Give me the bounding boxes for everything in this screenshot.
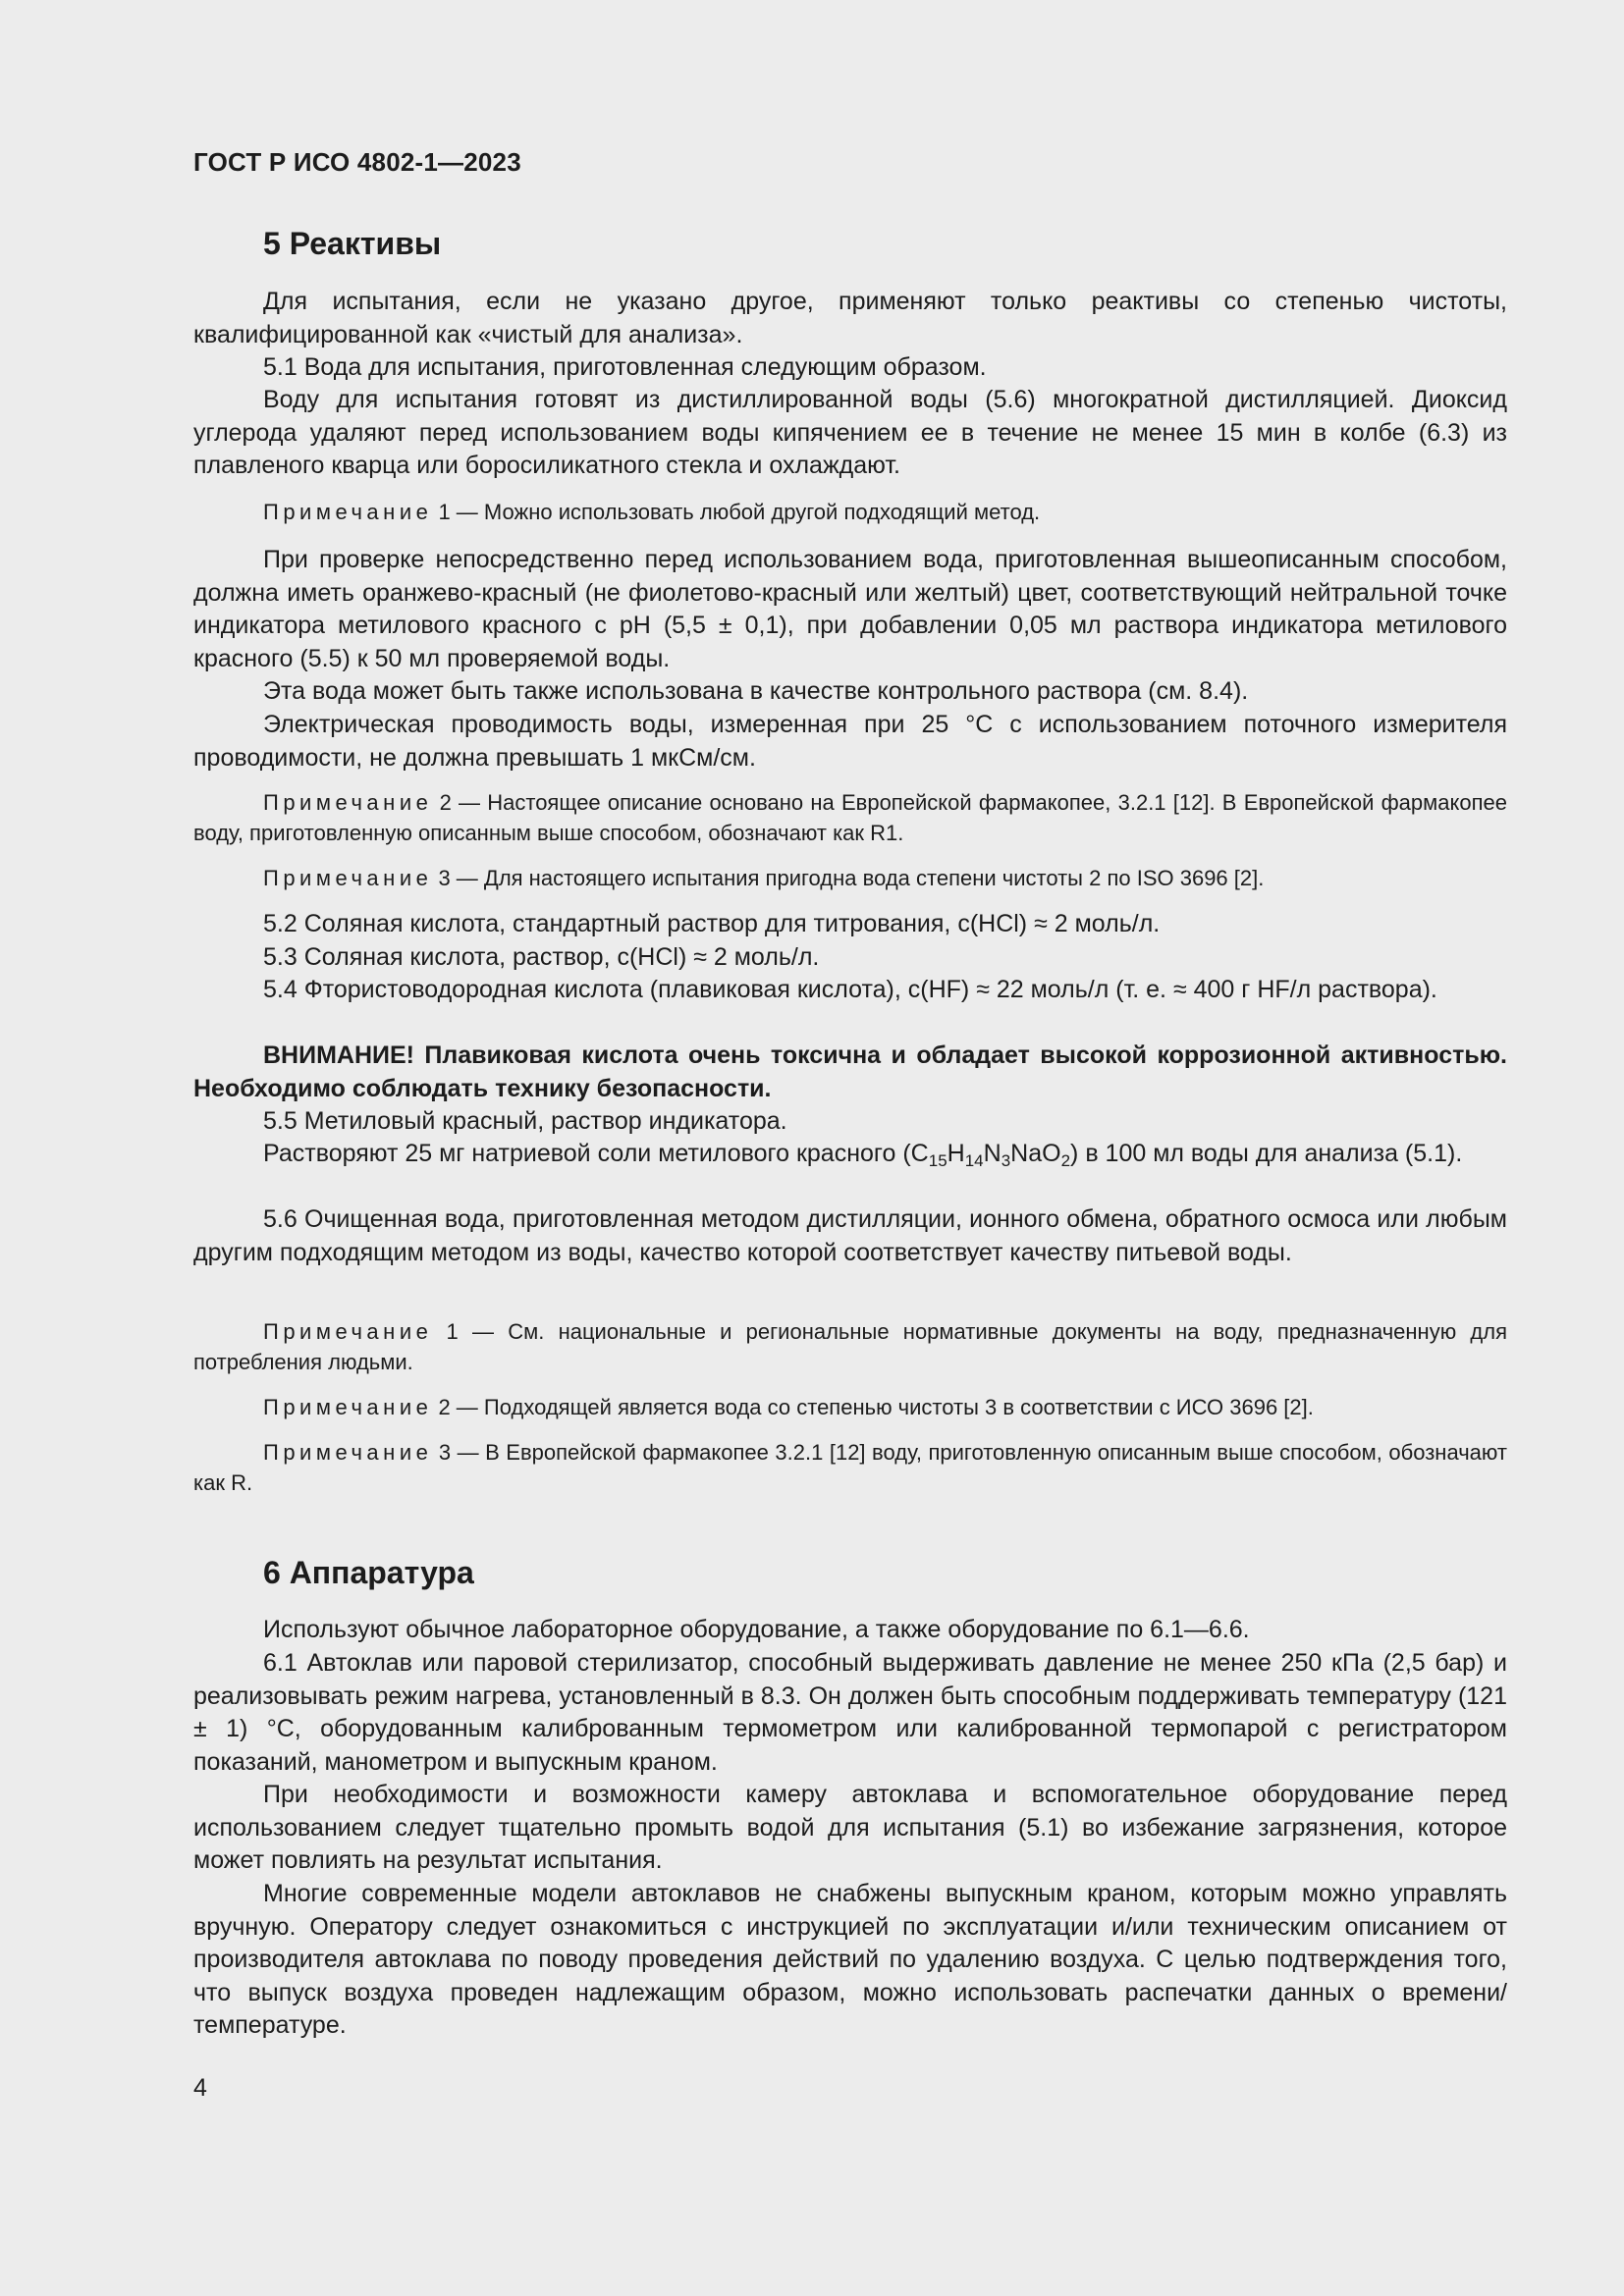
conductivity-paragraph: Электрическая проводимость воды, измеренная при 25 °С с использованием поточного измерителя проводимости, не должна превышать 1 мкСм/см.: [193, 711, 1507, 772]
formula-text: ) в 100 мл воды для анализа (5.1).: [1070, 1140, 1463, 1167]
clause-5-4: 5.4 Фтористоводородная кислота (плавиковая кислота), c(HF) ≈ 22 моль/л (т. е. ≈ 400 г HF/л раствора).: [263, 976, 1437, 1003]
note-label: Примечание: [263, 790, 433, 815]
warning-paragraph: ВНИМАНИЕ! Плавиковая кислота очень токсична и обладает высокой коррозионной активностью. Необходимо соблюдать технику безопасности.: [193, 1041, 1507, 1102]
control-solution-paragraph: Эта вода может быть также использована в качестве контрольного раствора (см. 8.4).: [263, 677, 1249, 705]
note-text: 2 — Подходящей является вода со степенью чистоты 3 в соответствии с ИСО 3696 [2].: [432, 1395, 1314, 1419]
note-text: 3 — Для настоящего испытания пригодна вода степени чистоты 2 по ISO 3696 [2].: [432, 866, 1265, 890]
water-check-paragraph: При проверке непосредственно перед использованием вода, приготовленная вышеописанным способом, должна иметь оранжево-красный (не фиолетово-красный или желтый) цвет, соответствующий нейтральной точке индикатора метилового красного с pH (5,5 ± 0,1), при добавлении 0,05 мл раствора индикатора метилового красного (5.5) к 50 мл проверяемой воды.: [193, 546, 1507, 672]
autoclave-rinse-paragraph: При необходимости и возможности камеру автоклава и вспомогательное оборудование перед использованием следует тщательно промыть водой для испытания (5.1) во избежание загрязнения, которое может повлиять на результат испытания.: [193, 1781, 1507, 1874]
indicator-dissolve-paragraph: [193, 1138, 1507, 1171]
formula-subscript: 15: [928, 1151, 947, 1170]
note-label: Примечание: [263, 1319, 433, 1344]
section-6-intro-paragraph: Используют обычное лабораторное оборудование, а также оборудование по 6.1—6.6.: [263, 1616, 1250, 1643]
note-3: [193, 863, 1507, 893]
note-6: [193, 1437, 1507, 1498]
note-5: [193, 1392, 1507, 1422]
clause-5-1: 5.1 Вода для испытания, приготовленная следующим образом.: [263, 353, 987, 381]
note-2: [193, 787, 1507, 848]
note-label: Примечание: [263, 1395, 433, 1419]
clause-5-6: 5.6 Очищенная вода, приготовленная методом дистилляции, ионного обмена, обратного осмоса или любым другим подходящим методом из воды, качество которой соответствует качеству питьевой воды.: [193, 1205, 1507, 1266]
note-text: 1 — Можно использовать любой другой подходящий метод.: [432, 500, 1041, 524]
section-5-intro-paragraph: Для испытания, если не указано другое, применяют только реактивы со степенью чистоты, квалифицированной как «чистый для анализа».: [193, 288, 1507, 348]
page-number: 4: [193, 2074, 207, 2102]
note-4: [193, 1316, 1507, 1377]
formula-subscript: 3: [1001, 1151, 1011, 1170]
note-text: 2 — Настоящее описание основано на Европейской фармакопее, 3.2.1 [12]. В Европейской фармакопее воду, приготовленную описанным выше способом, обозначают как R1.: [193, 790, 1507, 845]
note-label: Примечание: [263, 1440, 433, 1465]
water-preparation-paragraph: Воду для испытания готовят из дистиллированной воды (5.6) многократной дистилляцией. Диоксид углерода удаляют перед использованием воды кипячением ее в течение не менее 15 мин в колбе (6.3) из плавленого кварца или боросиликатного стекла и охлаждают.: [193, 386, 1507, 479]
clause-6-1: 6.1 Автоклав или паровой стерилизатор, способный выдерживать давление не менее 250 кПа (2,5 бар) и реализовывать режим нагрева, установленный в 8.3. Он должен быть способным поддерживать температуру (121 ± 1) °С, оборудованным калиброванным термометром или калиброванной термопарой с регистратором показаний, манометром и выпускным краном.: [193, 1649, 1507, 1776]
note-label: Примечание: [263, 500, 433, 524]
formula-text: NaO: [1010, 1140, 1061, 1167]
clause-5-3: 5.3 Соляная кислота, раствор, c(HCl) ≈ 2 моль/л.: [263, 943, 820, 971]
formula-subscript: 14: [964, 1151, 984, 1170]
clause-5-2: 5.2 Соляная кислота, стандартный раствор для титрования, c(HCl) ≈ 2 моль/л.: [263, 910, 1161, 937]
formula-subscript: 2: [1060, 1151, 1071, 1170]
autoclave-models-paragraph: Многие современные модели автоклавов не снабжены выпускным краном, которым можно управлять вручную. Оператору следует ознакомиться с инструкцией по эксплуатации и/или техническим описанием от производителя автоклава по поводу проведения действий по удалению воздуха. С целью подтверждения того, что выпуск воздуха проведен надлежащим образом, можно использовать распечатки данных о времени/температуре.: [193, 1880, 1507, 2039]
section-6-title: 6 Аппаратура: [263, 1555, 474, 1590]
document-header: ГОСТ Р ИСО 4802-1—2023: [193, 147, 521, 177]
section-5-title: 5 Реактивы: [263, 226, 442, 261]
note-text: 3 — В Европейской фармакопее 3.2.1 [12] воду, приготовленную описанным выше способом, обозначают как R.: [193, 1440, 1507, 1495]
formula-text: H: [947, 1140, 965, 1167]
note-label: Примечание: [263, 866, 433, 890]
note-text: 1 — См. национальные и региональные нормативные документы на воду, предназначенную для потребления людьми.: [193, 1319, 1507, 1374]
formula-text: N: [983, 1140, 1001, 1167]
note-1: [193, 497, 1507, 527]
formula-text: Растворяют 25 мг натриевой соли метилового красного (C: [263, 1140, 929, 1167]
clause-5-5: 5.5 Метиловый красный, раствор индикатора.: [263, 1107, 787, 1135]
